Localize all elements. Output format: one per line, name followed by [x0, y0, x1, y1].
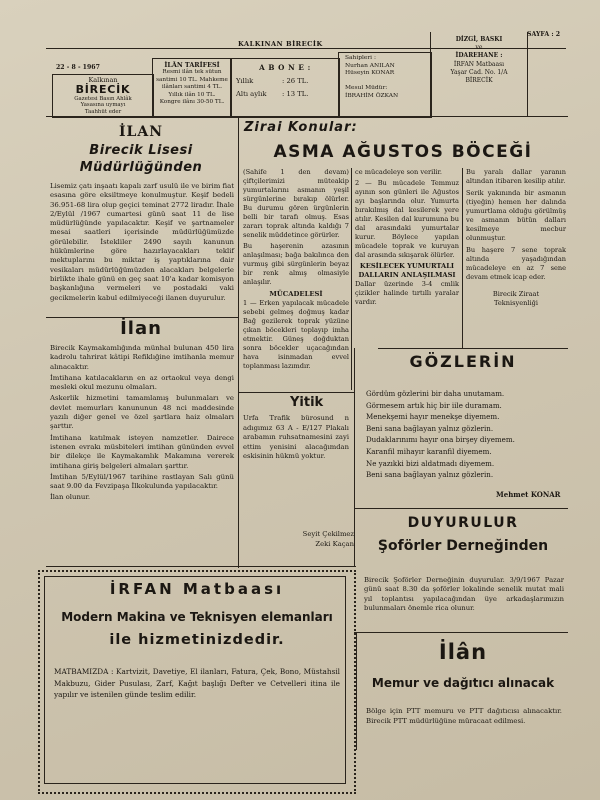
column-rule-left	[238, 118, 239, 568]
irfan-ad-line2: ile hizmetinizdedir.	[109, 632, 285, 648]
zirai-subheading: KESİLECEK YUMURTALI DALLARIN ANLAŞILMASI	[358, 262, 456, 279]
gozlerin-author: Mehmet KONAR	[496, 490, 561, 499]
zirai-col2	[355, 168, 459, 307]
zirai-signature-line: Birecik Ziraat	[492, 290, 540, 298]
irfan-ad-title: İRFAN Matbaası	[109, 580, 285, 598]
poem-line: Gördüm gözlerini bir daha unutamam.	[366, 389, 505, 398]
poem-line: Menekşemi hayır menekşe diyemem.	[366, 412, 500, 422]
ilan2-paragraph: Birecik Kaymakamlığında münhal bulunan 450 lira kadrolu tahrirat kâtipi Refiklığine imtihanla memur alınacaktır.	[50, 344, 234, 371]
zirai-paragraph: 1 — Erken yapılacak mücadele sebebi gelmeş doğmuş kadar Bağ gezilerek toprak yüzüne çıkan böcekleri toplayıp imha etmektir. Güneş doğduktan sonra böcekler uçacağından hava isinmadan evvel toplanması lazımdır.	[243, 299, 349, 370]
ilan2-heading: İlan	[120, 318, 162, 339]
ilan-tarifesi-box	[152, 58, 232, 118]
yitik-right-rule	[354, 348, 355, 566]
zirai-paragraph: Bu haşere 7 sene toprak altında yaşadığından mücadeleye en az 7 sene devam etmek icap eder.	[466, 246, 566, 281]
zirai-paragraph: Bu haşerenin azasının anlaşılması; bağa bakılınca den vurmuş gibi sürgünlerin beyaz bir renk almış olmasiyle anlaşılır.	[243, 242, 349, 286]
ad-top-rule	[46, 566, 356, 567]
tarife-line: Yıllık ilân 10 TL.	[168, 91, 216, 98]
brand-kalkinan: Kalkınan	[88, 76, 118, 84]
poem-line: Görmesem artık hiç bir iile duramam.	[366, 400, 502, 410]
abone-value: : 26 TL.	[282, 77, 309, 85]
idarehane-line: Yaşar Cad. No. 1/A	[450, 68, 508, 76]
ilan-title-line2: Müdürlüğünden	[79, 160, 203, 175]
zirai-title: ASMA AĞUSTOS BÖCEĞİ	[273, 142, 533, 162]
tarife-line: Resmi ilân tek sütun	[162, 69, 222, 75]
sahipleri-spacer	[345, 78, 431, 86]
gozlerin-title: GÖZLERİN	[409, 352, 517, 371]
sahipleri-line: Mesul Müdür:	[345, 85, 388, 92]
zirai-top-rule	[238, 116, 568, 117]
zirai-col1	[243, 168, 349, 371]
ptt-left-rule	[356, 632, 357, 750]
duyurulur-subheading: Şoförler Derneğinden	[377, 538, 549, 554]
idarehane-line: DİZGİ, BASKI	[455, 36, 503, 43]
page-number: SAYFA : 2	[527, 31, 561, 38]
sahipleri-line: İBRAHİM ÖZKAN	[345, 92, 399, 99]
tarife-line: Kongre ilânı 30-50 TL.	[159, 99, 225, 106]
brand-line: Taahhüt eder	[84, 108, 122, 115]
poem-line: Beni sana bağlayan yalnız gözlerin.	[366, 423, 494, 433]
yitik-signature-line: Seyit Çekilmez	[302, 530, 354, 538]
zirai-paragraph: 2 — Bu mücadele Temmuz ayının son günleri ile Ağustos ayı başlarında olur. Yumurta bırakılmış dal kesilerek yere atılır. Kesilen dal kurumuna bu dal arasındaki yumurtalar kurur. Böylece yapılan mücadele toprak ve kuruyan dal arasında sıkışarak ölürler.	[355, 179, 459, 259]
masthead: KALKINAN BİRECİK	[238, 40, 323, 48]
zirai-paragraph: (Sahife 1 den devam) çiftçilerimizi müteakip yumurtalarını asmanın yeşil sürgünlerine bırakıp ölürler. Bu durumu gören ürgünlerin belli bir tarafı olmuş. Esas zararı toprak altında kaldığı 7 senelik müddetince görürler.	[243, 168, 349, 239]
sahipleri-line: Nurhan ANILAN	[345, 62, 395, 69]
poem-line: Karanfil mihayır karanfil diyemem.	[366, 446, 492, 456]
ilan2-body	[50, 344, 234, 503]
idarehane-line: BİRECİK	[465, 77, 493, 85]
ilan-tarifesi-title: İLÂN TARİFESİ	[164, 61, 220, 69]
ptt-body: Bölge için PTT memuru ve PTT dağıtıcısı alınacaktır. Birecik PTT müdürlüğüne müracaat edilmesi.	[366, 707, 562, 725]
abone-label: Yıllık	[236, 77, 254, 85]
abone-value: : 13 TL.	[282, 90, 309, 98]
idarehane-block	[431, 36, 527, 85]
ilan-heading: İLAN	[118, 124, 164, 140]
poem-line: Ne yazıkki bizi aldatmadı diyemem.	[366, 458, 495, 468]
ilan2-paragraph: İlan olunur.	[50, 493, 91, 502]
ilan-title-line1: Birecik Lisesi	[89, 143, 193, 158]
brand-logo: BİRECİK	[75, 83, 131, 96]
idarehane-box	[430, 32, 528, 117]
idarehane-line: İRFAN Matbaası	[453, 60, 505, 68]
left-top-rule	[46, 116, 238, 117]
ptt-top-rule	[354, 632, 568, 633]
zirai-paragraph: Dallar üzerinde 3-4 cmlik çizikler halinde tırtıllı yaralar vardır.	[355, 280, 459, 306]
ilan2-paragraph: Askerlik hizmetini tamamlamış bulunmaları ve devlet memurları kanununun 48 nci maddesinde yazılı diğer genel ve özel şartlara haiz olmaları şarttır.	[50, 394, 234, 431]
sahipleri-line: Sahipleri :	[345, 55, 376, 61]
abone-label: Altı aylık	[236, 90, 267, 98]
ilan2-paragraph: İmtihana katılacakların en az ortaokul veya dengi mesleki okul mezunu olmaları.	[50, 373, 234, 392]
sahipleri-block	[345, 55, 431, 101]
duyurulur-heading: DUYURULUR	[407, 515, 519, 531]
ptt-heading: İlân	[438, 640, 488, 664]
poem-line: Beni sana bağlayan yalnız gözlerin.	[366, 470, 494, 480]
idarehane-line: İDAREHANE :	[455, 52, 503, 60]
gozlerin-poem	[366, 388, 566, 481]
duyurulur-top-rule	[354, 508, 568, 509]
brand-line: Gazetesi Basın Ahlâk	[74, 96, 132, 102]
ilan-lise-body: Lisemiz çatı inşaatı kapalı zarf usulü ile ve birim fiat esasına göre eksiltmeye konulmuştur. Keşif bedeli 36.951-68 lira olup geçici teminat 2772 liradır. İhale 2/Eylül /1967 cumartesi günü saat 11 de lise müdürlüğünde yapılacaktır. Keşif ve şartnameler mesai saatleri içerisinde müdürlüğümüzde görülebilir. İstekliler 2490 sayılı kanunun hükümlerine göre hazırlayacakları teklif mektuplarını bu miktar iş yaptıklarına dair vesikaları müdürlüğümüzden alacakları belgelerle birlikte ihale günü en geç saat 10'a kadar komisyon başkanlığına vermeleri ve postadaki vaki gecikmelerin kabul edilmiyeceği ilanen duyurulur.	[50, 182, 234, 302]
gozlerin-top-rule	[378, 348, 568, 349]
yitik-body: Urfa Trafik bürosund n adıgımız 63 A - E/127 Plakalı arabamın ruhsatnamesini zayi ettim yenisini alacağımdan eskisinin hükmü yoktur.	[243, 414, 349, 461]
zirai-signature	[466, 290, 566, 308]
zirai-col3	[466, 168, 566, 308]
brand-line: Yasasına uymayı	[80, 102, 126, 109]
duyurulur-body: Birecik Şoförler Derneğinin duyurular. 3/9/1967 Pazar günü saat 8.30 da şoförler lokalinde senelik mutat mali yıl toplantısı yapılacağından üye arkadaşlarımızın bulunmaları önemle rica olunur.	[364, 576, 564, 613]
zirai-subheading: MÜCADELESİ	[269, 290, 323, 298]
ptt-subheading: Memur ve dağıtıcı alınacak	[371, 676, 555, 690]
brand-box	[52, 74, 154, 118]
ilan2-paragraph: İmtihana katılmak isteyen namzetler. Dairece istenen evrakı müsbiteleri imtihan gününden evvel bir dilekçe ile Kaymakamlık Makamına vererek imtihana giriş belgeleri almaları şarttır.	[50, 433, 234, 470]
yitik-heading: Yitik	[290, 395, 324, 410]
poem-line: Dudaklarınımı hayır ona birşey diyemem.	[366, 435, 515, 445]
irfan-ad-box	[38, 570, 356, 794]
zirai-paragraph: ce mücadeleye son verilir.	[355, 168, 442, 176]
zirai-paragraph: Bu yaralı dallar yaranın altından itibaren kesilip atılır.	[466, 168, 566, 185]
irfan-ad-body: MATBAMIZDA : Kartvizit, Davetiye, El ilanları, Fatura, Çek, Bono, Müstahsil Makbuzu, Gider Pusulası, Zarf, Kağıt başlığı Defter ve Cetvelleri itina ile yapılır ve istenilen günde teslim edilir.	[54, 667, 340, 699]
zirai-paragraph: Serik yakınında bir asmanın (tiyeğin) hemen her dalında yumurtlama olduğu görülmüş ve asmanın bütün dalları kesilmeye mecbur olunmuştur.	[466, 189, 566, 242]
yitik-signature	[290, 530, 354, 549]
zirai-col-rule	[462, 168, 463, 348]
sahipleri-box	[338, 52, 432, 118]
idarehane-line: ve	[475, 44, 483, 52]
zirai-kicker: Zirai Konular:	[244, 120, 358, 135]
abone-row	[236, 88, 339, 101]
yitik-top-rule	[238, 392, 354, 393]
tarife-line: ilânları santimi 4 TL.	[161, 84, 223, 91]
abone-box	[230, 58, 340, 118]
abone-title: A B O N E :	[259, 63, 311, 72]
ilan2-paragraph: İmtihan 5/Eylül/1967 tarihine rastlayan Salı günü saat 9.00 da Fevzipaşa İlkokulunda yapılacaktır.	[50, 472, 234, 491]
zirai-signature-line: Teknisyenliği	[494, 299, 538, 307]
issue-date: 22 - 8 - 1967	[56, 64, 100, 71]
irfan-ad-line1: Modern Makina ve Teknisyen elemanları	[61, 610, 333, 624]
zirai-col-rule	[351, 168, 352, 390]
sahipleri-line: Hüseyin KONAR	[345, 70, 395, 77]
yitik-signature-line: Zeki Kaçan	[315, 539, 354, 548]
tarife-line: santimi 10 TL. Mahkeme	[156, 76, 228, 83]
abone-row	[236, 75, 339, 88]
